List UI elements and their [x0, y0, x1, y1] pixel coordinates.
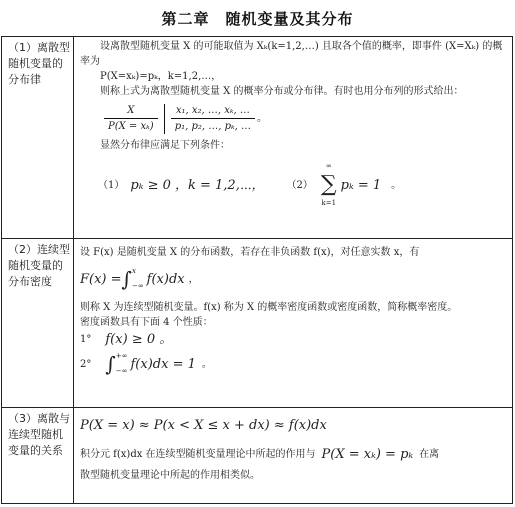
property-2: 2° ∫ +∞ −∞ f(x)dx = 1 。 [80, 349, 506, 379]
distribution-right: $\frac{\text{x₁, x₂, …, xₖ, …}}{\text{p₁, p₂, …, pₖ, …}}$ [171, 103, 255, 134]
paragraph: 密度函数具有下面 4 个性质： [80, 317, 213, 328]
condition-2: pₖ = 1 [340, 177, 382, 193]
distribution-left: $\frac{X}{\text{P(X = xₖ)}}$ [104, 103, 158, 134]
paragraph: 积分元 f(x)dx 在连续型随机变量理论中所起的作用与 P(X = xₖ) = pₖ 在离 [80, 447, 440, 462]
integral-symbol: ∫ [121, 266, 132, 291]
property-1: 1° f(x) ≥ 0 。 [80, 332, 173, 347]
row-label-discrete: （1）离散型随机变量的分布律 [2, 37, 74, 239]
paragraph: 散型随机变量理论中所起的作用相类似。 [80, 470, 260, 481]
distribution-table: $\frac{X}{\text{P(X = xₖ)}}$ $\frac{\text{x₁, x₂, …, xₖ, …}}{\text{p₁, p₂, …, pₖ, …}}$ 。 [102, 103, 506, 134]
integral-limits: x −∞ [131, 267, 144, 290]
formula-inline: P(X = xₖ) = pₖ [321, 447, 414, 462]
condition-number: （1） [98, 179, 125, 191]
paragraph: 显然分布律应满足下列条件： [100, 140, 230, 151]
row-content-continuous [74, 239, 513, 408]
row-label-continuous: （2）连续型随机变量的分布密度 [2, 239, 74, 408]
formula-line: P(X=xₖ)=pₖ，k=1,2,…， [100, 71, 222, 82]
paragraph: 设 F(x) 是随机变量 X 的分布函数，若存在非负函数 f(x)，对任意实数 x，有 [80, 247, 420, 258]
integral-limits: +∞ −∞ [115, 352, 128, 375]
content-table [1, 36, 513, 504]
row-label-relation: （3）离散与连续型随机变量的关系 [2, 408, 74, 504]
integral-symbol: ∫ [105, 351, 116, 376]
condition-1: pₖ ≥ 0 ，k = 1,2,⋯， [130, 177, 265, 193]
cdf-formula: F(x) = ∫ x −∞ f(x)dx ， [80, 264, 506, 294]
table-row [2, 239, 513, 408]
sum-symbol: ∞ ∑ k=1 [320, 162, 337, 207]
conditions: （1） pₖ ≥ 0 ，k = 1,2,⋯， （2） ∞ ∑ k=1 pₖ = 1 。 [98, 159, 506, 211]
paragraph: 则称上式为离散型随机变量 X 的概率分布或分布律。有时也用分布列的形式给出： [100, 86, 464, 97]
paragraph: 则称 X 为连续型随机变量。f(x) 称为 X 的概率密度函数或密度函数，简称概率密度。 [80, 302, 458, 313]
chapter-title: 第二章 随机变量及其分布 [161, 10, 354, 28]
formula-line: P(X = x) ≈ P(x < X ≤ x + dx) ≈ f(x)dx [80, 418, 327, 433]
row-content-relation [74, 408, 513, 504]
condition-number: （2） [286, 179, 313, 191]
table-row [2, 37, 513, 239]
paragraph: 设离散型随机变量 X 的可能取值为 Xₖ(k=1,2,…) 且取各个值的概率，即事件 (X=Xₖ) 的概率为 [80, 41, 503, 67]
row-content-discrete [74, 37, 513, 239]
divider [164, 104, 165, 134]
table-row [2, 408, 513, 504]
